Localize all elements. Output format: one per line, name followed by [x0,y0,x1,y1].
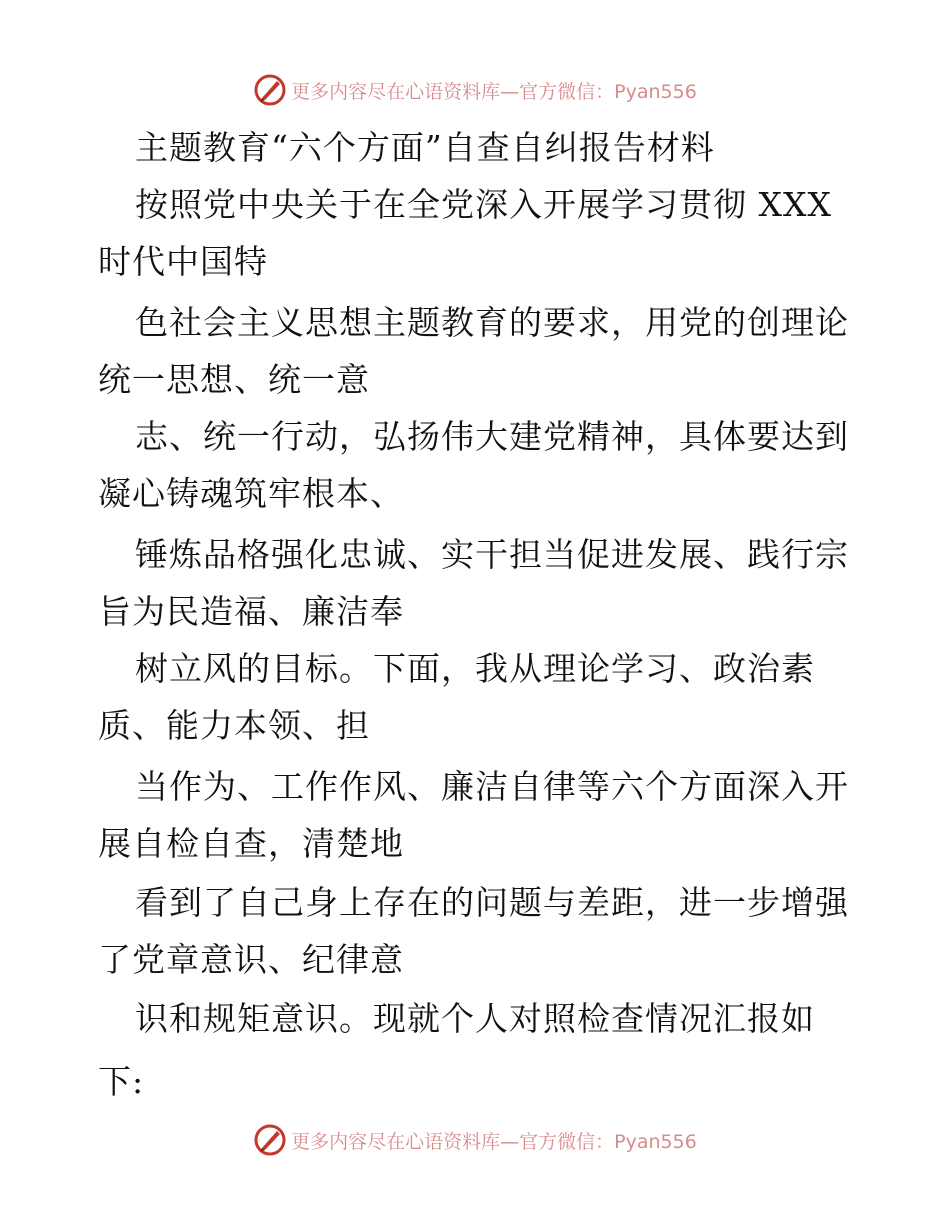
text-line: 志、统一行动，弘扬伟大建党精神，具体要达到 [135,417,849,456]
text-line: 凝心铸魂筑牢根本、 [98,474,404,513]
text-line: 树立风的目标。下面，我从理论学习、政治素 [135,649,815,688]
text-line: 看到了自己身上存在的问题与差距，进一步增强 [135,883,849,922]
footer-watermark [0,1120,950,1160]
watermark-text: 更多内容尽在心语资料库—官方微信：Pyan556 [291,80,697,103]
text-line: 色社会主义思想主题教育的要求，用党的创理论 [135,303,849,342]
document-title: 主题教育“六个方面”自查自纠报告材料 [135,128,715,167]
header-watermark [0,70,950,110]
quill-logo-icon [253,1123,287,1157]
text-line: 锤炼品格强化忠诚、实干担当促进发展、践行宗 [135,535,849,574]
text-line: 了党章意识、纪律意 [98,940,404,979]
text-line: 展自检自查，清楚地 [98,824,404,863]
text-line: 当作为、工作作风、廉洁自律等六个方面深入开 [135,767,849,806]
text-line: 下: [98,1062,145,1101]
text-line: 时代中国特 [98,242,268,281]
text-line: 按照党中央关于在全党深入开展学习贯彻 XXX [135,185,832,224]
quill-logo-icon [253,73,287,107]
text-line: 统一思想、统一意 [98,360,370,399]
watermark-text: 更多内容尽在心语资料库—官方微信：Pyan556 [291,1130,697,1153]
text-line: 质、能力本领、担 [98,706,370,745]
text-line: 识和规矩意识。现就个人对照检查情况汇报如 [135,999,815,1038]
text-line: 旨为民造福、廉洁奉 [98,592,404,631]
